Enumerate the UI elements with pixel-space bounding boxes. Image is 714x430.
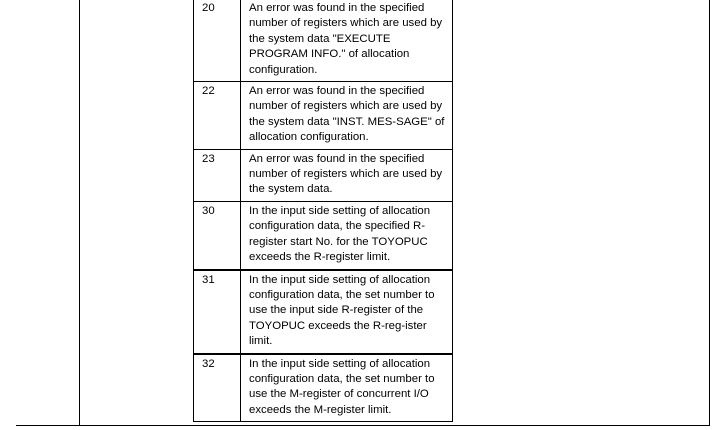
error-description: In the input side setting of allocation configuration data, the specified R-register start No. for the TOYOPUC exceeds the R-register limit. xyxy=(241,201,453,269)
right-column-border xyxy=(709,0,710,426)
error-code: 30 xyxy=(194,201,241,269)
table-row xyxy=(194,270,453,354)
error-code-table xyxy=(193,0,453,422)
error-code: 22 xyxy=(194,82,241,150)
table-row xyxy=(194,82,453,150)
table-row xyxy=(194,149,453,201)
error-description: An error was found in the specified number of registers which are used by the system data "INST. MES-SAGE" of allocation configuration. xyxy=(241,82,453,150)
error-description: An error was found in the specified number of registers which are used by the system data. xyxy=(241,149,453,201)
table-row xyxy=(194,0,453,82)
error-description: In the input side setting of allocation configuration data, the set number to use the M-register of concurrent I/O exceeds the M-register limit. xyxy=(241,354,453,422)
table-row xyxy=(194,354,453,422)
error-code: 20 xyxy=(194,0,241,82)
error-code: 23 xyxy=(194,149,241,201)
bottom-rule xyxy=(16,425,710,426)
error-code: 32 xyxy=(194,354,241,422)
left-column-border xyxy=(79,0,80,426)
error-description: In the input side setting of allocation configuration data, the set number to use the input side R-register of the TOYOPUC exceeds the R-reg-ister limit. xyxy=(241,270,453,354)
error-code: 31 xyxy=(194,270,241,354)
error-description: An error was found in the specified number of registers which are used by the system data "EXECUTE PROGRAM INFO." of allocation configuration. xyxy=(241,0,453,82)
table-row xyxy=(194,201,453,269)
